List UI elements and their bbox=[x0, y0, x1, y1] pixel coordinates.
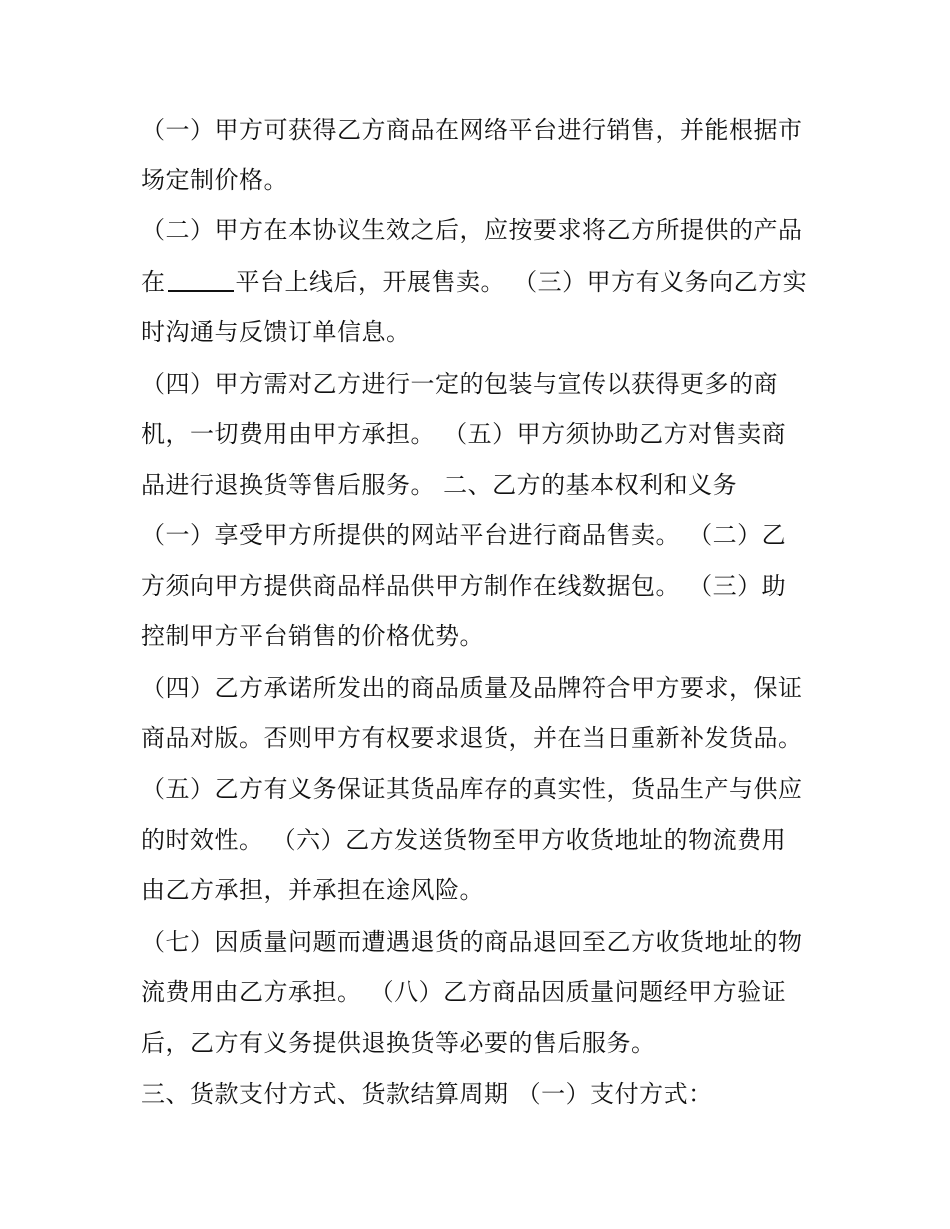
text-line: 控制甲方平台销售的价格优势。 bbox=[141, 622, 484, 650]
text-line: 的时效性。 （六）乙方发送货物至甲方收货地址的物流费用 bbox=[141, 826, 787, 854]
text-line: （七）因质量问题而遭遇退货的商品退回至乙方收货地址的物 bbox=[141, 928, 803, 956]
text-line bbox=[141, 262, 831, 302]
text-line: 时沟通与反馈订单信息。 bbox=[141, 318, 411, 346]
text-line: 商品对版。否则甲方有权要求退货，并在当日重新补发货品。 bbox=[141, 724, 803, 752]
text-line: 场定制价格。 bbox=[141, 166, 288, 194]
text-fragment: 平台上线后，开展售卖。 （三）甲方有义务向乙方实 bbox=[235, 268, 808, 296]
text-line: （一）甲方可获得乙方商品在网络平台进行销售，并能根据市 bbox=[141, 116, 803, 144]
text-line: 由乙方承担，并承担在途风险。 bbox=[141, 876, 484, 904]
text-line: 后，乙方有义务提供退换货等必要的售后服务。 bbox=[141, 1029, 656, 1057]
text-line: 流费用由乙方承担。 （八）乙方商品因质量问题经甲方验证 bbox=[141, 978, 787, 1006]
text-line: 三、货款支付方式、货款结算周期 （一）支付方式： bbox=[141, 1080, 713, 1108]
text-fragment: 在 bbox=[141, 268, 166, 296]
text-line: （四）乙方承诺所发出的商品质量及品牌符合甲方要求，保证 bbox=[141, 674, 803, 702]
text-line: 机，一切费用由甲方承担。 （五）甲方须协助乙方对售卖商 bbox=[141, 420, 787, 448]
text-line: （五）乙方有义务保证其货品库存的真实性，货品生产与供应 bbox=[141, 775, 803, 803]
text-line: 方须向甲方提供商品样品供甲方制作在线数据包。 （三）助 bbox=[141, 572, 787, 600]
text-line: 品进行退换货等售后服务。 二、乙方的基本权利和义务 bbox=[141, 471, 738, 499]
fill-in-blank bbox=[168, 264, 234, 292]
text-line: （二）甲方在本协议生效之后，应按要求将乙方所提供的产品 bbox=[141, 216, 803, 244]
text-line: （一）享受甲方所提供的网站平台进行商品售卖。 （二）乙 bbox=[141, 521, 787, 549]
text-line: （四）甲方需对乙方进行一定的包装与宣传以获得更多的商 bbox=[141, 370, 778, 398]
